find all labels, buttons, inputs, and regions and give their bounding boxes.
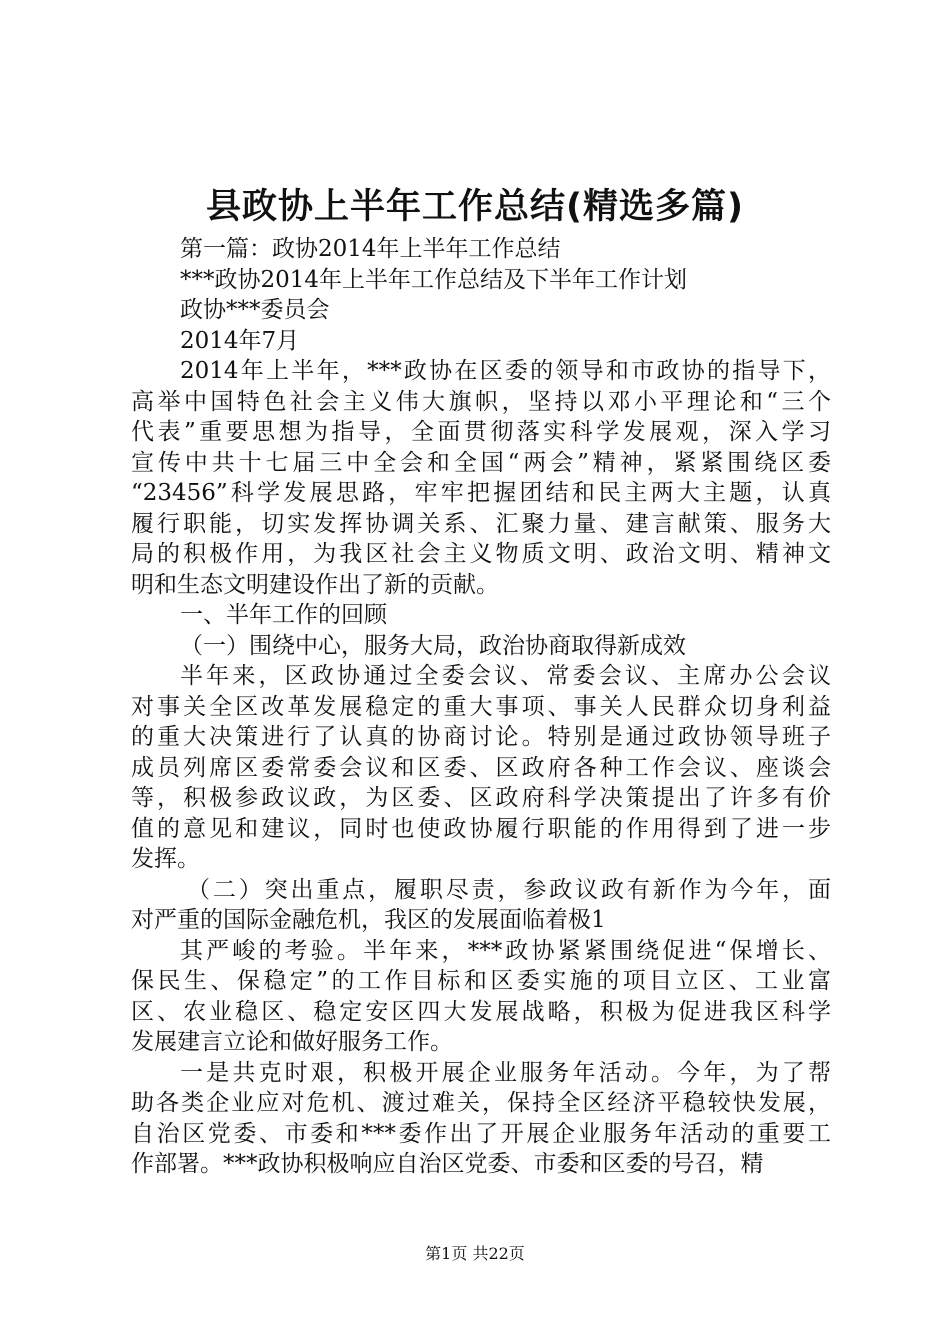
document-title: 县政协上半年工作总结(精选多篇)	[206, 187, 744, 227]
text-line: 等，积极参政议政，为区委、区政府科学决策提出了许多有价	[131, 785, 831, 811]
text-line: 发挥。	[131, 846, 200, 872]
text-line: 一、半年工作的回顾	[180, 602, 387, 628]
paragraph-intro	[131, 356, 831, 600]
text-line: 助各类企业应对危机、渡过难关，保持全区经济平稳较快发展，	[131, 1090, 831, 1116]
text-line: 一是共克时艰，积极开展企业服务年活动。今年，为了帮	[180, 1059, 831, 1086]
paragraph-heading-part1	[131, 234, 831, 265]
text-line: 对事关全区改革发展稳定的重大事项、事关人民群众切身利益	[131, 693, 831, 720]
text-line: 对严重的国际金融危机，我区的发展面临着极1	[131, 907, 606, 933]
text-line: 区、农业稳区、稳定安区四大发展战略，积极为促进我区科学	[131, 998, 831, 1025]
text-line: “23456”科学发展思路，牢牢把握团结和民主两大主题，认真	[131, 480, 831, 506]
document-body	[131, 234, 831, 1180]
text-line: 政协***委员会	[180, 297, 330, 323]
text-line: 代表”重要思想为指导，全面贯彻落实科学发展观，深入学习	[131, 419, 831, 445]
text-line: 第一篇：政协2014年上半年工作总结	[180, 236, 561, 262]
text-line: 2014年上半年，***政协在区委的领导和市政协的指导下，	[180, 358, 831, 384]
text-line: 自治区党委、市委和***委作出了开展企业服务年活动的重要工	[131, 1120, 831, 1147]
text-line: 保民生、保稳定”的工作目标和区委实施的项目立区、工业富	[131, 968, 831, 994]
paragraph-subsection-2	[131, 875, 831, 936]
text-line: 半年来，区政协通过全委会议、常委会议、主席办公会议	[180, 663, 831, 689]
paragraph-para-test	[131, 936, 831, 1058]
paragraph-subtitle	[131, 265, 831, 296]
text-line: 的重大决策进行了认真的协商讨论。特别是通过政协领导班子	[131, 724, 831, 750]
text-line: 发展建言立论和做好服务工作。	[131, 1029, 453, 1055]
text-line: 2014年7月	[180, 327, 300, 354]
paragraph-para-enterprise	[131, 1058, 831, 1180]
text-line: （二）突出重点，履职尽责，参政议政有新作为今年，面	[187, 876, 831, 903]
text-line: 作部署。***政协积极响应自治区党委、市委和区委的号召，精	[131, 1151, 764, 1177]
paragraph-para-consult	[131, 661, 831, 875]
paragraph-subsection-1	[131, 631, 831, 662]
text-line: 明和生态文明建设作出了新的贡献。	[131, 571, 499, 598]
text-line: 宣传中共十七届三中全会和全国“两会”精神，紧紧围绕区委	[131, 449, 831, 476]
page-footer: 第1页 共22页	[425, 1244, 525, 1263]
text-line: 其严峻的考验。半年来，***政协紧紧围绕促进“保增长、	[180, 937, 831, 964]
text-line: 成员列席区委常委会议和区委、区政府各种工作会议、座谈会	[131, 754, 831, 781]
paragraph-org	[131, 295, 831, 326]
text-line: 局的积极作用，为我区社会主义物质文明、政治文明、精神文	[131, 541, 831, 567]
text-line: ***政协2014年上半年工作总结及下半年工作计划	[180, 266, 688, 293]
text-line: 高举中国特色社会主义伟大旗帜，坚持以邓小平理论和“三个	[131, 388, 831, 415]
text-line: 值的意见和建议，同时也使政协履行职能的作用得到了进一步	[131, 815, 831, 842]
text-line: 履行职能，切实发挥协调关系、汇聚力量、建言献策、服务大	[131, 510, 831, 537]
paragraph-section-1	[131, 600, 831, 631]
paragraph-date	[131, 326, 831, 357]
text-line: （一）围绕中心，服务大局，政治协商取得新成效	[180, 632, 686, 659]
